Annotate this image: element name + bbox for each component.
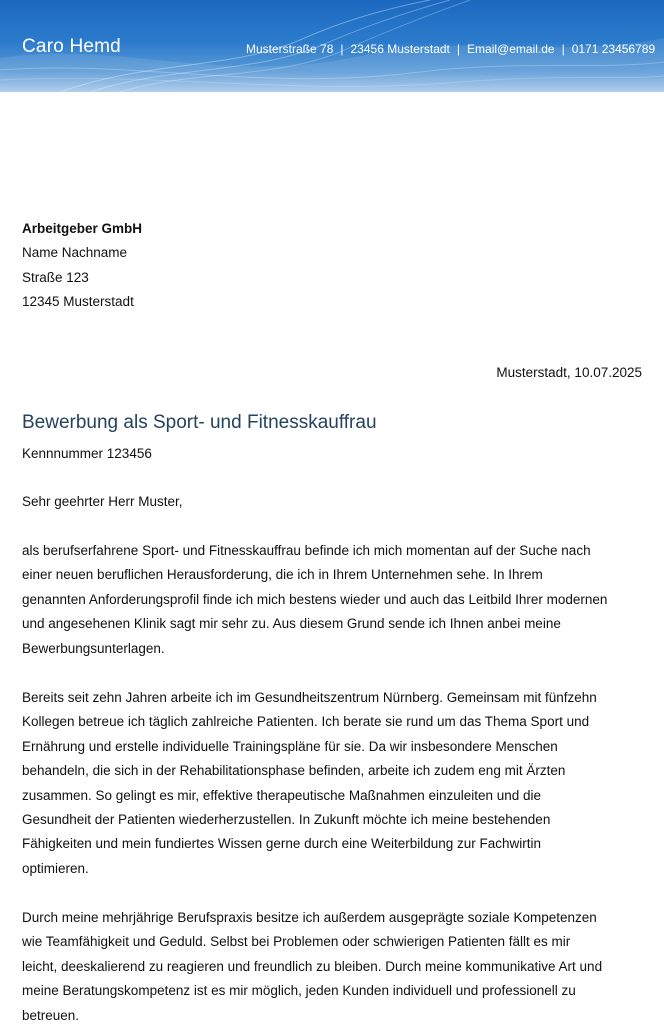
paragraph-line: behandeln, die sich in der Rehabilitationsphase befinden, arbeite ich zudem eng mit Ärzten: [22, 763, 566, 779]
recipient-street: Straße 123: [22, 269, 89, 285]
paragraph-line: Fähigkeiten und mein fundiertes Wissen gerne durch eine Weiterbildung zur Fachwirtin: [22, 836, 542, 852]
reference-number: Kennnummer 123456: [22, 446, 152, 461]
paragraph-line: Durch meine mehrjährige Berufspraxis besitze ich außerdem ausgeprägte soziale Kompetenzen: [22, 910, 597, 925]
paragraph-line: betreuen.: [22, 1007, 80, 1023]
recipient-company: Arbeitgeber GmbH: [22, 221, 143, 236]
sender-phone: 0171 23456789: [571, 42, 656, 56]
sender-street: Musterstraße 78: [246, 42, 334, 56]
letter-subject: Bewerbung als Sport- und Fitnesskauffrau: [22, 412, 377, 433]
paragraph-line: optimieren.: [22, 860, 89, 876]
sender-contact-line: [246, 42, 664, 56]
salutation: Sehr geehrter Herr Muster,: [22, 494, 183, 509]
body-paragraph: [22, 539, 642, 661]
paragraph-line: Bereits seit zehn Jahren arbeite ich im Gesundheitszentrum Nürnberg. Gemeinsam mit fünfzehn: [22, 690, 597, 705]
contact-separator: |: [456, 42, 461, 56]
sender-name: Caro Hemd: [22, 36, 121, 57]
recipient-city: 12345 Musterstadt: [22, 294, 134, 310]
paragraph-line: Ernährung und erstelle individuelle Trainingspläne für sie. Da wir insbesondere Menschen: [22, 738, 558, 754]
paragraph-line: und angesehenen Klinik sagt mir sehr zu. Aus diesem Grund sende ich Ihnen anbei meine: [22, 616, 561, 632]
recipient-address: [22, 217, 642, 315]
letter-date: Musterstadt, 10.07.2025: [496, 365, 642, 380]
paragraph-line: einer neuen beruflichen Herausforderung, die ich in Ihrem Unternehmen sehe. In Ihrem: [22, 567, 543, 583]
paragraph-line: meine Beratungskompetenz ist es mir möglich, jeden Kunden individuell und professionell zu: [22, 983, 576, 999]
body-paragraph: [22, 906, 642, 1024]
paragraph-line: als berufserfahrene Sport- und Fitnesskauffrau befinde ich mich momentan auf der Suche nach: [22, 543, 591, 558]
paragraph-line: leicht, deeskalierend zu reagieren und freundlich zu bleiben. Durch meine kommunikative Art und: [22, 958, 603, 974]
body-paragraph: [22, 686, 642, 881]
paragraph-line: Kollegen betreue ich täglich zahlreiche Patienten. Ich berate sie rund um das Thema Sport und: [22, 714, 590, 730]
sender-email: Email@email.de: [467, 42, 555, 56]
paragraph-line: wie Teamfähigkeit und Geduld. Selbst bei Problemen oder schwierigen Patienten fällt es mir: [22, 934, 571, 950]
paragraph-line: Gesundheit der Patienten wiederherzustellen. In Zukunft möchte ich meine bestehenden: [22, 812, 551, 828]
contact-separator: |: [561, 42, 565, 56]
letterhead-band: [0, 0, 664, 92]
recipient-contact-name: Name Nachname: [22, 245, 128, 261]
sender-city: 23456 Musterstadt: [350, 42, 450, 56]
contact-separator: |: [340, 42, 344, 56]
paragraph-line: Bewerbungsunterlagen.: [22, 640, 165, 656]
paragraph-line: genannten Anforderungsprofil finde ich mich bestens wieder und auch das Leitbild Ihrer modernen: [22, 591, 608, 607]
paragraph-line: zusammen. So gelingt es mir, effektive therapeutische Maßnahmen einzuleiten und die: [22, 787, 542, 803]
